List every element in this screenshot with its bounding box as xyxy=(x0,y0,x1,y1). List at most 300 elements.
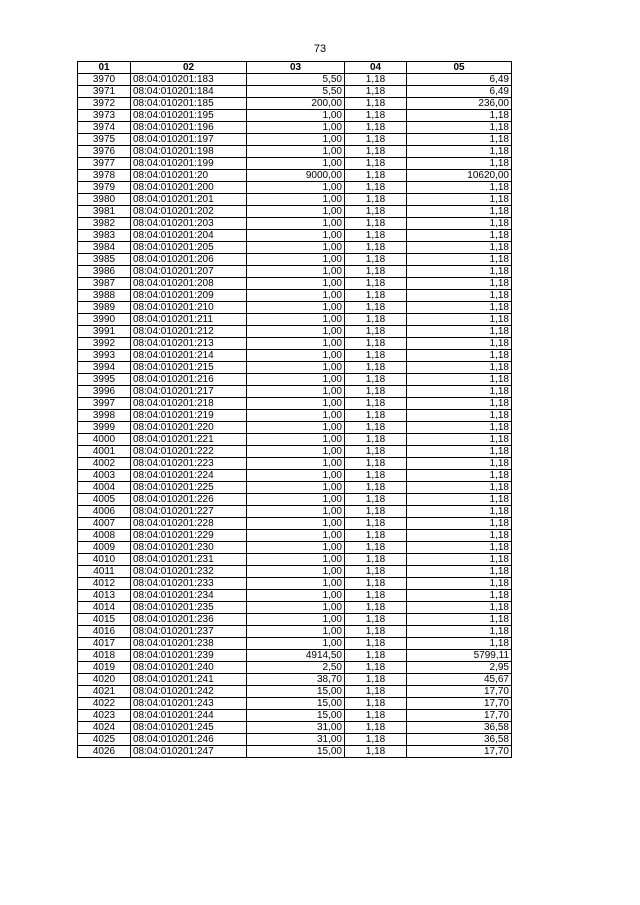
value-05-cell: 1,18 xyxy=(407,122,512,134)
value-05-cell: 1,18 xyxy=(407,506,512,518)
table-row xyxy=(78,122,512,134)
table-row xyxy=(78,86,512,98)
cadastral-number-cell: 08:04:010201:224 xyxy=(131,470,247,482)
table-row xyxy=(78,350,512,362)
table-row xyxy=(78,578,512,590)
value-03-cell: 5,50 xyxy=(247,74,345,86)
table-row xyxy=(78,542,512,554)
coefficient-cell: 1,18 xyxy=(345,206,407,218)
value-03-cell: 5,50 xyxy=(247,86,345,98)
cadastral-number-cell: 08:04:010201:195 xyxy=(131,110,247,122)
table-row xyxy=(78,74,512,86)
coefficient-cell: 1,18 xyxy=(345,722,407,734)
value-03-cell: 1,00 xyxy=(247,302,345,314)
value-05-cell: 1,18 xyxy=(407,158,512,170)
table-row xyxy=(78,278,512,290)
value-05-cell: 1,18 xyxy=(407,542,512,554)
coefficient-cell: 1,18 xyxy=(345,530,407,542)
cadastral-number-cell: 08:04:010201:228 xyxy=(131,518,247,530)
coefficient-cell: 1,18 xyxy=(345,686,407,698)
coefficient-cell: 1,18 xyxy=(345,278,407,290)
coefficient-cell: 1,18 xyxy=(345,158,407,170)
value-05-cell: 1,18 xyxy=(407,134,512,146)
table-row xyxy=(78,698,512,710)
row-number-cell: 4005 xyxy=(78,494,131,506)
value-05-cell: 1,18 xyxy=(407,518,512,530)
cadastral-number-cell: 08:04:010201:207 xyxy=(131,266,247,278)
value-03-cell: 1,00 xyxy=(247,374,345,386)
row-number-cell: 3975 xyxy=(78,134,131,146)
column-header-04: 04 xyxy=(345,62,407,74)
row-number-cell: 3992 xyxy=(78,338,131,350)
value-03-cell: 1,00 xyxy=(247,614,345,626)
table-row xyxy=(78,230,512,242)
table-row xyxy=(78,434,512,446)
coefficient-cell: 1,18 xyxy=(345,674,407,686)
row-number-cell: 3981 xyxy=(78,206,131,218)
value-03-cell: 1,00 xyxy=(247,506,345,518)
cadastral-number-cell: 08:04:010201:184 xyxy=(131,86,247,98)
value-05-cell: 1,18 xyxy=(407,458,512,470)
row-number-cell: 3986 xyxy=(78,266,131,278)
cadastral-number-cell: 08:04:010201:239 xyxy=(131,650,247,662)
value-05-cell: 45,67 xyxy=(407,674,512,686)
value-03-cell: 1,00 xyxy=(247,638,345,650)
row-number-cell: 4022 xyxy=(78,698,131,710)
value-05-cell: 1,18 xyxy=(407,602,512,614)
coefficient-cell: 1,18 xyxy=(345,290,407,302)
row-number-cell: 3993 xyxy=(78,350,131,362)
table-row xyxy=(78,98,512,110)
coefficient-cell: 1,18 xyxy=(345,362,407,374)
coefficient-cell: 1,18 xyxy=(345,350,407,362)
value-05-cell: 36,58 xyxy=(407,722,512,734)
table-row xyxy=(78,254,512,266)
value-03-cell: 1,00 xyxy=(247,590,345,602)
cadastral-number-cell: 08:04:010201:231 xyxy=(131,554,247,566)
row-number-cell: 4007 xyxy=(78,518,131,530)
value-05-cell: 17,70 xyxy=(407,746,512,758)
row-number-cell: 3978 xyxy=(78,170,131,182)
table-row xyxy=(78,446,512,458)
table-row xyxy=(78,530,512,542)
page-number: 73 xyxy=(313,43,327,55)
row-number-cell: 4001 xyxy=(78,446,131,458)
coefficient-cell: 1,18 xyxy=(345,134,407,146)
table-row xyxy=(78,638,512,650)
cadastral-number-cell: 08:04:010201:221 xyxy=(131,434,247,446)
coefficient-cell: 1,18 xyxy=(345,638,407,650)
value-03-cell: 1,00 xyxy=(247,626,345,638)
coefficient-cell: 1,18 xyxy=(345,698,407,710)
value-03-cell: 1,00 xyxy=(247,434,345,446)
row-number-cell: 4004 xyxy=(78,482,131,494)
value-03-cell: 1,00 xyxy=(247,278,345,290)
table-row xyxy=(78,722,512,734)
value-03-cell: 1,00 xyxy=(247,350,345,362)
value-03-cell: 1,00 xyxy=(247,230,345,242)
table-row xyxy=(78,422,512,434)
table-row xyxy=(78,662,512,674)
cadastral-number-cell: 08:04:010201:211 xyxy=(131,314,247,326)
table-row xyxy=(78,506,512,518)
row-number-cell: 3998 xyxy=(78,410,131,422)
coefficient-cell: 1,18 xyxy=(345,98,407,110)
coefficient-cell: 1,18 xyxy=(345,254,407,266)
cadastral-number-cell: 08:04:010201:196 xyxy=(131,122,247,134)
coefficient-cell: 1,18 xyxy=(345,614,407,626)
coefficient-cell: 1,18 xyxy=(345,494,407,506)
row-number-cell: 4017 xyxy=(78,638,131,650)
value-05-cell: 1,18 xyxy=(407,110,512,122)
table-row xyxy=(78,146,512,158)
row-number-cell: 3984 xyxy=(78,242,131,254)
row-number-cell: 3991 xyxy=(78,326,131,338)
table-row xyxy=(78,290,512,302)
value-03-cell: 1,00 xyxy=(247,218,345,230)
row-number-cell: 4012 xyxy=(78,578,131,590)
row-number-cell: 3982 xyxy=(78,218,131,230)
value-05-cell: 1,18 xyxy=(407,566,512,578)
table-row xyxy=(78,206,512,218)
cadastral-number-cell: 08:04:010201:236 xyxy=(131,614,247,626)
value-03-cell: 15,00 xyxy=(247,698,345,710)
value-05-cell: 1,18 xyxy=(407,290,512,302)
value-05-cell: 1,18 xyxy=(407,302,512,314)
value-03-cell: 1,00 xyxy=(247,146,345,158)
value-03-cell: 1,00 xyxy=(247,554,345,566)
row-number-cell: 4016 xyxy=(78,626,131,638)
row-number-cell: 3971 xyxy=(78,86,131,98)
cadastral-number-cell: 08:04:010201:183 xyxy=(131,74,247,86)
cadastral-number-cell: 08:04:010201:232 xyxy=(131,566,247,578)
cadastral-number-cell: 08:04:010201:217 xyxy=(131,386,247,398)
table-row xyxy=(78,218,512,230)
value-05-cell: 36,58 xyxy=(407,734,512,746)
table-row xyxy=(78,110,512,122)
value-05-cell: 6,49 xyxy=(407,86,512,98)
row-number-cell: 4021 xyxy=(78,686,131,698)
value-05-cell: 1,18 xyxy=(407,434,512,446)
cadastral-number-cell: 08:04:010201:203 xyxy=(131,218,247,230)
cadastral-number-cell: 08:04:010201:222 xyxy=(131,446,247,458)
cadastral-number-cell: 08:04:010201:214 xyxy=(131,350,247,362)
coefficient-cell: 1,18 xyxy=(345,662,407,674)
coefficient-cell: 1,18 xyxy=(345,374,407,386)
row-number-cell: 4020 xyxy=(78,674,131,686)
coefficient-cell: 1,18 xyxy=(345,734,407,746)
coefficient-cell: 1,18 xyxy=(345,554,407,566)
coefficient-cell: 1,18 xyxy=(345,326,407,338)
coefficient-cell: 1,18 xyxy=(345,470,407,482)
row-number-cell: 4013 xyxy=(78,590,131,602)
cadastral-number-cell: 08:04:010201:237 xyxy=(131,626,247,638)
row-number-cell: 3973 xyxy=(78,110,131,122)
row-number-cell: 3995 xyxy=(78,374,131,386)
value-05-cell: 1,18 xyxy=(407,242,512,254)
cadastral-number-cell: 08:04:010201:218 xyxy=(131,398,247,410)
row-number-cell: 4025 xyxy=(78,734,131,746)
value-05-cell: 5799,11 xyxy=(407,650,512,662)
value-03-cell: 1,00 xyxy=(247,326,345,338)
table-row xyxy=(78,374,512,386)
row-number-cell: 4019 xyxy=(78,662,131,674)
row-number-cell: 4009 xyxy=(78,542,131,554)
cadastral-number-cell: 08:04:010201:244 xyxy=(131,710,247,722)
coefficient-cell: 1,18 xyxy=(345,218,407,230)
value-05-cell: 1,18 xyxy=(407,590,512,602)
coefficient-cell: 1,18 xyxy=(345,446,407,458)
column-header-02: 02 xyxy=(131,62,247,74)
cadastral-number-cell: 08:04:010201:242 xyxy=(131,686,247,698)
cadastral-number-cell: 08:04:010201:215 xyxy=(131,362,247,374)
cadastral-number-cell: 08:04:010201:212 xyxy=(131,326,247,338)
cadastral-number-cell: 08:04:010201:205 xyxy=(131,242,247,254)
value-05-cell: 1,18 xyxy=(407,398,512,410)
coefficient-cell: 1,18 xyxy=(345,518,407,530)
cadastral-number-cell: 08:04:010201:204 xyxy=(131,230,247,242)
value-03-cell: 1,00 xyxy=(247,254,345,266)
cadastral-number-cell: 08:04:010201:219 xyxy=(131,410,247,422)
row-number-cell: 3977 xyxy=(78,158,131,170)
row-number-cell: 3987 xyxy=(78,278,131,290)
value-03-cell: 31,00 xyxy=(247,722,345,734)
value-03-cell: 1,00 xyxy=(247,578,345,590)
table-header xyxy=(78,62,512,74)
coefficient-cell: 1,18 xyxy=(345,338,407,350)
cadastral-number-cell: 08:04:010201:202 xyxy=(131,206,247,218)
row-number-cell: 4003 xyxy=(78,470,131,482)
value-03-cell: 1,00 xyxy=(247,530,345,542)
value-05-cell: 1,18 xyxy=(407,614,512,626)
value-05-cell: 1,18 xyxy=(407,266,512,278)
value-05-cell: 236,00 xyxy=(407,98,512,110)
coefficient-cell: 1,18 xyxy=(345,110,407,122)
cadastral-number-cell: 08:04:010201:220 xyxy=(131,422,247,434)
table-row xyxy=(78,266,512,278)
value-03-cell: 1,00 xyxy=(247,446,345,458)
table-row xyxy=(78,734,512,746)
value-03-cell: 1,00 xyxy=(247,458,345,470)
table-row xyxy=(78,338,512,350)
value-05-cell: 1,18 xyxy=(407,578,512,590)
value-05-cell: 1,18 xyxy=(407,146,512,158)
cadastral-number-cell: 08:04:010201:233 xyxy=(131,578,247,590)
table-row xyxy=(78,614,512,626)
coefficient-cell: 1,18 xyxy=(345,146,407,158)
cadastral-number-cell: 08:04:010201:247 xyxy=(131,746,247,758)
value-03-cell: 1,00 xyxy=(247,494,345,506)
row-number-cell: 4015 xyxy=(78,614,131,626)
row-number-cell: 4008 xyxy=(78,530,131,542)
row-number-cell: 4018 xyxy=(78,650,131,662)
row-number-cell: 3996 xyxy=(78,386,131,398)
value-05-cell: 10620,00 xyxy=(407,170,512,182)
coefficient-cell: 1,18 xyxy=(345,182,407,194)
table-row xyxy=(78,590,512,602)
value-03-cell: 1,00 xyxy=(247,122,345,134)
cadastral-number-cell: 08:04:010201:229 xyxy=(131,530,247,542)
row-number-cell: 4010 xyxy=(78,554,131,566)
table-row xyxy=(78,554,512,566)
coefficient-cell: 1,18 xyxy=(345,302,407,314)
value-03-cell: 1,00 xyxy=(247,314,345,326)
value-03-cell: 1,00 xyxy=(247,206,345,218)
table-row xyxy=(78,302,512,314)
row-number-cell: 3974 xyxy=(78,122,131,134)
column-header-01: 01 xyxy=(78,62,131,74)
value-03-cell: 1,00 xyxy=(247,290,345,302)
cadastral-number-cell: 08:04:010201:20 xyxy=(131,170,247,182)
table-row xyxy=(78,242,512,254)
table-row xyxy=(78,494,512,506)
value-05-cell: 17,70 xyxy=(407,710,512,722)
table-row xyxy=(78,458,512,470)
value-03-cell: 1,00 xyxy=(247,362,345,374)
value-05-cell: 1,18 xyxy=(407,554,512,566)
table-row xyxy=(78,410,512,422)
coefficient-cell: 1,18 xyxy=(345,398,407,410)
value-05-cell: 1,18 xyxy=(407,530,512,542)
cadastral-number-cell: 08:04:010201:199 xyxy=(131,158,247,170)
value-03-cell: 1,00 xyxy=(247,110,345,122)
cadastral-number-cell: 08:04:010201:235 xyxy=(131,602,247,614)
value-05-cell: 1,18 xyxy=(407,362,512,374)
cadastral-number-cell: 08:04:010201:234 xyxy=(131,590,247,602)
value-05-cell: 1,18 xyxy=(407,638,512,650)
value-05-cell: 1,18 xyxy=(407,218,512,230)
row-number-cell: 4026 xyxy=(78,746,131,758)
row-number-cell: 3997 xyxy=(78,398,131,410)
coefficient-cell: 1,18 xyxy=(345,458,407,470)
value-05-cell: 1,18 xyxy=(407,230,512,242)
coefficient-cell: 1,18 xyxy=(345,482,407,494)
table-row xyxy=(78,602,512,614)
table-row xyxy=(78,362,512,374)
value-05-cell: 1,18 xyxy=(407,410,512,422)
coefficient-cell: 1,18 xyxy=(345,86,407,98)
value-05-cell: 1,18 xyxy=(407,278,512,290)
coefficient-cell: 1,18 xyxy=(345,386,407,398)
row-number-cell: 4023 xyxy=(78,710,131,722)
value-05-cell: 17,70 xyxy=(407,698,512,710)
column-header-05: 05 xyxy=(407,62,512,74)
value-03-cell: 1,00 xyxy=(247,266,345,278)
cadastral-number-cell: 08:04:010201:230 xyxy=(131,542,247,554)
row-number-cell: 4002 xyxy=(78,458,131,470)
cadastral-number-cell: 08:04:010201:198 xyxy=(131,146,247,158)
coefficient-cell: 1,18 xyxy=(345,242,407,254)
coefficient-cell: 1,18 xyxy=(345,506,407,518)
coefficient-cell: 1,18 xyxy=(345,650,407,662)
value-03-cell: 15,00 xyxy=(247,710,345,722)
cadastral-number-cell: 08:04:010201:238 xyxy=(131,638,247,650)
table-body xyxy=(78,74,512,758)
coefficient-cell: 1,18 xyxy=(345,578,407,590)
value-03-cell: 1,00 xyxy=(247,566,345,578)
value-03-cell: 1,00 xyxy=(247,242,345,254)
cadastral-number-cell: 08:04:010201:197 xyxy=(131,134,247,146)
table-row xyxy=(78,158,512,170)
cadastral-number-cell: 08:04:010201:226 xyxy=(131,494,247,506)
coefficient-cell: 1,18 xyxy=(345,422,407,434)
row-number-cell: 3999 xyxy=(78,422,131,434)
coefficient-cell: 1,18 xyxy=(345,122,407,134)
value-03-cell: 1,00 xyxy=(247,182,345,194)
data-table xyxy=(77,61,512,758)
value-03-cell: 1,00 xyxy=(247,158,345,170)
cadastral-number-cell: 08:04:010201:213 xyxy=(131,338,247,350)
value-03-cell: 1,00 xyxy=(247,470,345,482)
value-05-cell: 1,18 xyxy=(407,386,512,398)
table-row xyxy=(78,650,512,662)
value-03-cell: 9000,00 xyxy=(247,170,345,182)
row-number-cell: 3988 xyxy=(78,290,131,302)
value-05-cell: 1,18 xyxy=(407,626,512,638)
row-number-cell: 4014 xyxy=(78,602,131,614)
coefficient-cell: 1,18 xyxy=(345,434,407,446)
value-03-cell: 1,00 xyxy=(247,134,345,146)
value-05-cell: 1,18 xyxy=(407,254,512,266)
row-number-cell: 3976 xyxy=(78,146,131,158)
value-03-cell: 38,70 xyxy=(247,674,345,686)
row-number-cell: 3979 xyxy=(78,182,131,194)
value-03-cell: 1,00 xyxy=(247,518,345,530)
coefficient-cell: 1,18 xyxy=(345,194,407,206)
table-row xyxy=(78,482,512,494)
coefficient-cell: 1,18 xyxy=(345,74,407,86)
row-number-cell: 3980 xyxy=(78,194,131,206)
value-05-cell: 1,18 xyxy=(407,422,512,434)
value-05-cell: 1,18 xyxy=(407,206,512,218)
value-05-cell: 1,18 xyxy=(407,326,512,338)
value-03-cell: 15,00 xyxy=(247,746,345,758)
table-row xyxy=(78,746,512,758)
value-03-cell: 200,00 xyxy=(247,98,345,110)
table-row xyxy=(78,566,512,578)
value-03-cell: 1,00 xyxy=(247,398,345,410)
value-03-cell: 1,00 xyxy=(247,386,345,398)
coefficient-cell: 1,18 xyxy=(345,710,407,722)
table-row xyxy=(78,710,512,722)
cadastral-number-cell: 08:04:010201:241 xyxy=(131,674,247,686)
value-03-cell: 4914,50 xyxy=(247,650,345,662)
cadastral-number-cell: 08:04:010201:245 xyxy=(131,722,247,734)
cadastral-number-cell: 08:04:010201:227 xyxy=(131,506,247,518)
table-row xyxy=(78,170,512,182)
coefficient-cell: 1,18 xyxy=(345,746,407,758)
value-03-cell: 1,00 xyxy=(247,338,345,350)
value-05-cell: 1,18 xyxy=(407,350,512,362)
row-number-cell: 4000 xyxy=(78,434,131,446)
value-05-cell: 1,18 xyxy=(407,446,512,458)
value-05-cell: 1,18 xyxy=(407,374,512,386)
value-05-cell: 1,18 xyxy=(407,482,512,494)
coefficient-cell: 1,18 xyxy=(345,170,407,182)
row-number-cell: 4011 xyxy=(78,566,131,578)
cadastral-number-cell: 08:04:010201:246 xyxy=(131,734,247,746)
table-row xyxy=(78,194,512,206)
cadastral-number-cell: 08:04:010201:200 xyxy=(131,182,247,194)
column-header-03: 03 xyxy=(247,62,345,74)
value-03-cell: 15,00 xyxy=(247,686,345,698)
value-05-cell: 1,18 xyxy=(407,182,512,194)
value-03-cell: 1,00 xyxy=(247,482,345,494)
value-05-cell: 6,49 xyxy=(407,74,512,86)
table-row xyxy=(78,626,512,638)
value-03-cell: 1,00 xyxy=(247,410,345,422)
value-03-cell: 31,00 xyxy=(247,734,345,746)
